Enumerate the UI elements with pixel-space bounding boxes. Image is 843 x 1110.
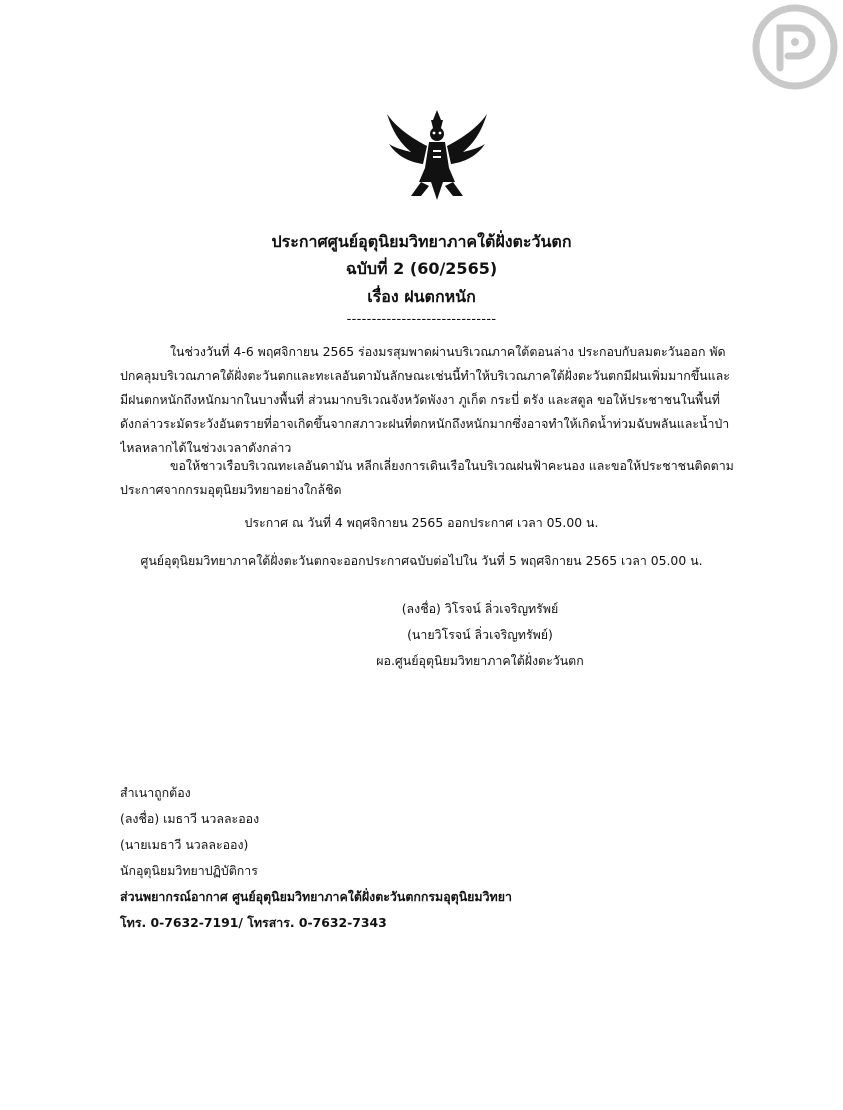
paragraph-line: ปกคลุมบริเวณภาคใต้ฝั่งตะวันตกและทะเลอันดามันลักษณะเช่นนี้ทำให้บริเวณภาคใต้ฝั่งตะวันตกมีฝนเพิ่มมากขึ้นและ: [120, 368, 730, 383]
department-line: ส่วนพยากรณ์อากาศ ศูนย์อุตุนิยมวิทยาภาคใต้ฝั่งตะวันตกกรมอุตุนิยมวิทยา: [120, 889, 512, 904]
issued-date: ประกาศ ณ วันที่ 4 พฤศจิกายน 2565 ออกประกาศ เวลา 05.00 น.: [244, 515, 599, 530]
next-issue-notice: ศูนย์อุตุนิยมวิทยาภาคใต้ฝั่งตะวันตกจะออกประกาศฉบับต่อไปใน วันที่ 5 พฤศจิกายน 2565 เวลา 05.00 น.: [140, 553, 703, 568]
publisher-logo-icon: [752, 4, 838, 90]
garuda-emblem-icon: [381, 108, 493, 202]
paragraph-line: มีฝนตกหนักถึงหนักมากในบางพื้นที่ ส่วนมากบริเวณจังหวัดพังงา ภูเก็ต กระบี่ ตรัง และสตูล ขอให้ประชาชนในพื้นที่: [120, 392, 720, 407]
signature-position: ผอ.ศูนย์อุตุนิยมวิทยาภาคใต้ฝั่งตะวันตก: [376, 653, 584, 668]
announcement-issue: ฉบับที่ 2 (60/2565): [345, 259, 498, 278]
contact-line: โทร. 0-7632-7191/ โทรสาร. 0-7632-7343: [120, 915, 387, 930]
paragraph-line: ขอให้ชาวเรือบริเวณทะเลอันดามัน หลีกเลี่ยงการเดินเรือในบริเวณฝนฟ้าคะนอง และขอให้ประชาชนติดตาม: [170, 458, 734, 473]
certified-copy-block: [120, 780, 800, 936]
signature-name: (นายวิโรจน์ ลิ่วเจริญทรัพย์): [407, 627, 553, 642]
paragraph-line: ในช่วงวันที่ 4-6 พฤศจิกายน 2565 ร่องมรสุมพาดผ่านบริเวณภาคใต้ตอนล่าง ประกอบกับลมตะวันออก พัด: [170, 344, 726, 359]
certified-copy-signed: (ลงชื่อ) เมธาวี นวลละออง: [120, 811, 260, 826]
paragraph-1: [120, 340, 763, 460]
certified-copy-label: สำเนาถูกต้อง: [120, 785, 191, 800]
certified-copy-position: นักอุตุนิยมวิทยาปฏิบัติการ: [120, 863, 258, 878]
paragraph-line: ดังกล่าวระมัดระวังอันตรายที่อาจเกิดขึ้นจากสภาวะฝนที่ตกหนักถึงหนักมากซึ่งอาจทำให้เกิดน้ำท่วมฉับพลันและน้ำป่า: [120, 416, 730, 431]
paragraph-line: ประกาศจากกรมอุตุนิยมวิทยาอย่างใกล้ชิด: [120, 482, 342, 497]
announcement-subject: เรื่อง ฝนตกหนัก: [367, 287, 476, 306]
certified-copy-name: (นายเมธาวี นวลละออง): [120, 837, 249, 852]
paragraph-line: ไหลหลากได้ในช่วงเวลาดังกล่าว: [120, 440, 292, 455]
paragraph-2: [120, 454, 763, 502]
title-separator: ------------------------------: [346, 312, 497, 327]
announcement-title: ประกาศศูนย์อุตุนิยมวิทยาภาคใต้ฝั่งตะวันตก: [271, 232, 572, 251]
signature-block: [280, 596, 680, 674]
signature-signed: (ลงชื่อ) วิโรจน์ ลิ่วเจริญทรัพย์: [401, 601, 559, 616]
